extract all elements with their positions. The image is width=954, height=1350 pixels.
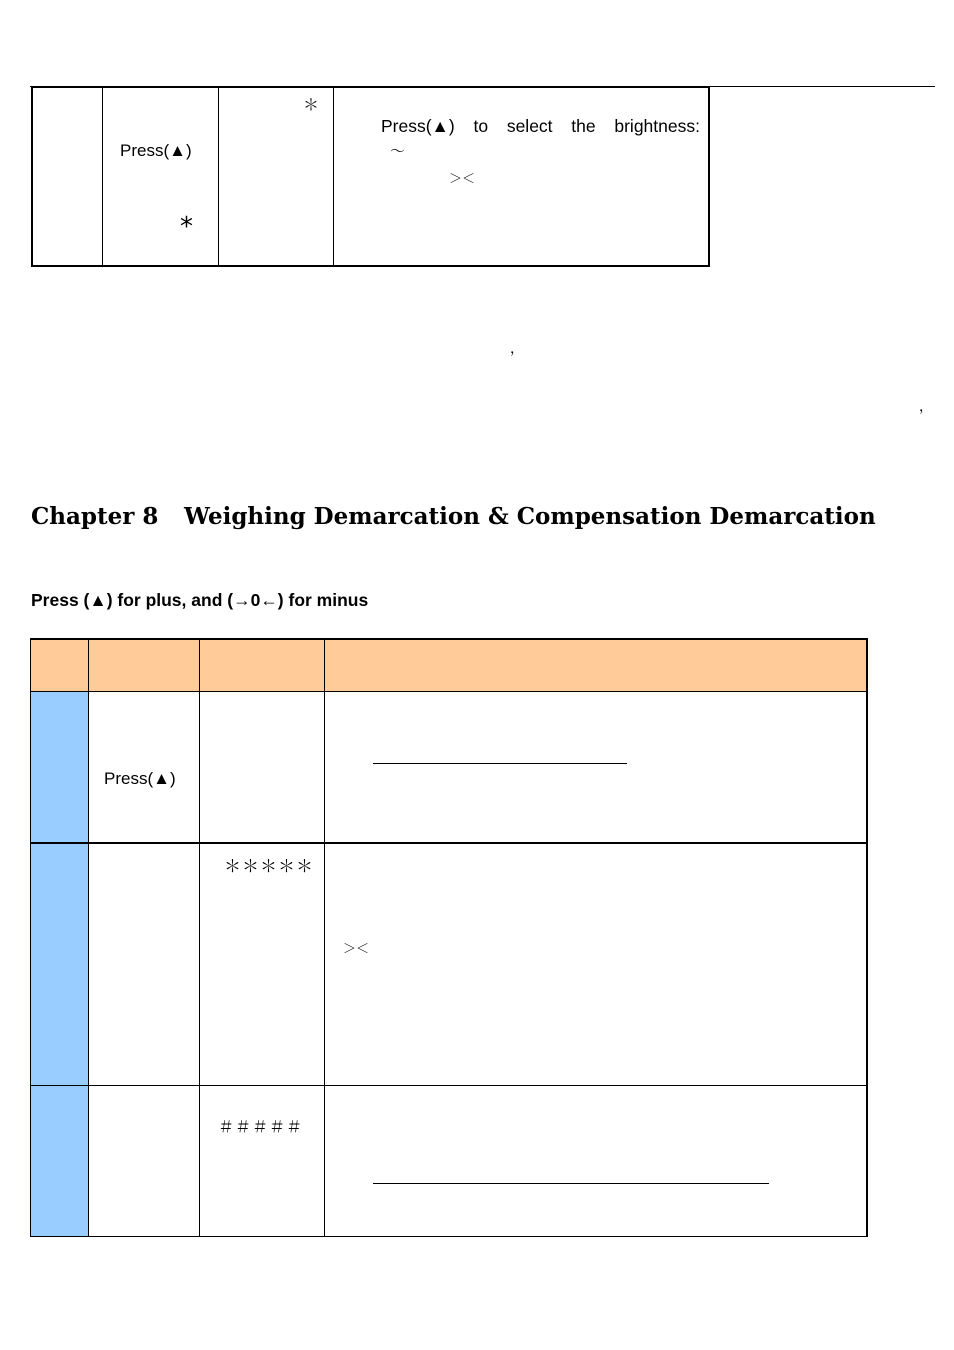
side-cell-row-2 xyxy=(31,844,88,1085)
desc-word: Press(▲) xyxy=(381,116,455,136)
row1-underline xyxy=(373,763,627,764)
top-tilde: ～ xyxy=(390,142,406,160)
main-table-border-right xyxy=(866,638,868,1237)
chapter-title: Weighing Demarcation & Compensation Demarcation xyxy=(184,503,876,530)
top-arrows: ＞＜ xyxy=(449,172,476,187)
main-table-divider-3 xyxy=(324,638,325,1237)
top-table-divider-3 xyxy=(333,86,334,267)
main-table-row2-bottom xyxy=(30,1085,868,1086)
main-table-border-bottom xyxy=(30,1236,868,1237)
main-table-divider-2 xyxy=(199,638,200,1237)
top-press-label: Press(▲) xyxy=(120,141,192,160)
stray-comma: ， xyxy=(919,399,933,415)
header-row xyxy=(31,639,867,691)
desc-word: to xyxy=(473,116,489,136)
chapter-heading xyxy=(31,503,876,530)
row2-arrows: ＞＜ xyxy=(343,942,370,957)
top-table-divider-2 xyxy=(218,86,219,267)
stray-comma: ， xyxy=(510,341,524,357)
top-asterisk-mark: ＊ xyxy=(303,95,320,114)
chapter-number: Chapter 8 xyxy=(31,503,159,530)
row1-press-label: Press(▲) xyxy=(104,769,176,788)
side-cell-row-3 xyxy=(31,1086,88,1236)
top-table-border-top xyxy=(31,86,710,88)
row3-underline xyxy=(373,1183,769,1184)
main-table-row1-bottom xyxy=(30,842,868,844)
top-description xyxy=(381,116,700,137)
main-table-divider-1 xyxy=(88,638,89,1237)
main-table-border-top xyxy=(30,638,868,640)
main-table-border-left xyxy=(30,638,31,1237)
top-table-border-right xyxy=(708,86,710,267)
top-table-divider-1 xyxy=(102,86,103,267)
top-star-mark: * xyxy=(180,212,193,242)
desc-word: the xyxy=(571,116,596,136)
instruction-text: Press (▲) for plus, and (→0←) for minus xyxy=(31,590,369,610)
desc-word: brightness: xyxy=(614,116,700,136)
row2-display-stars: ＊＊＊＊＊ xyxy=(224,857,314,877)
side-cell-row-1 xyxy=(31,692,88,842)
main-table-header-bottom xyxy=(30,691,868,692)
desc-word: select xyxy=(506,116,553,136)
top-table-border-left xyxy=(31,86,33,267)
top-table-border-bottom xyxy=(31,265,710,267)
row3-display-hashes: ＃＃＃＃＃ xyxy=(218,1117,304,1136)
